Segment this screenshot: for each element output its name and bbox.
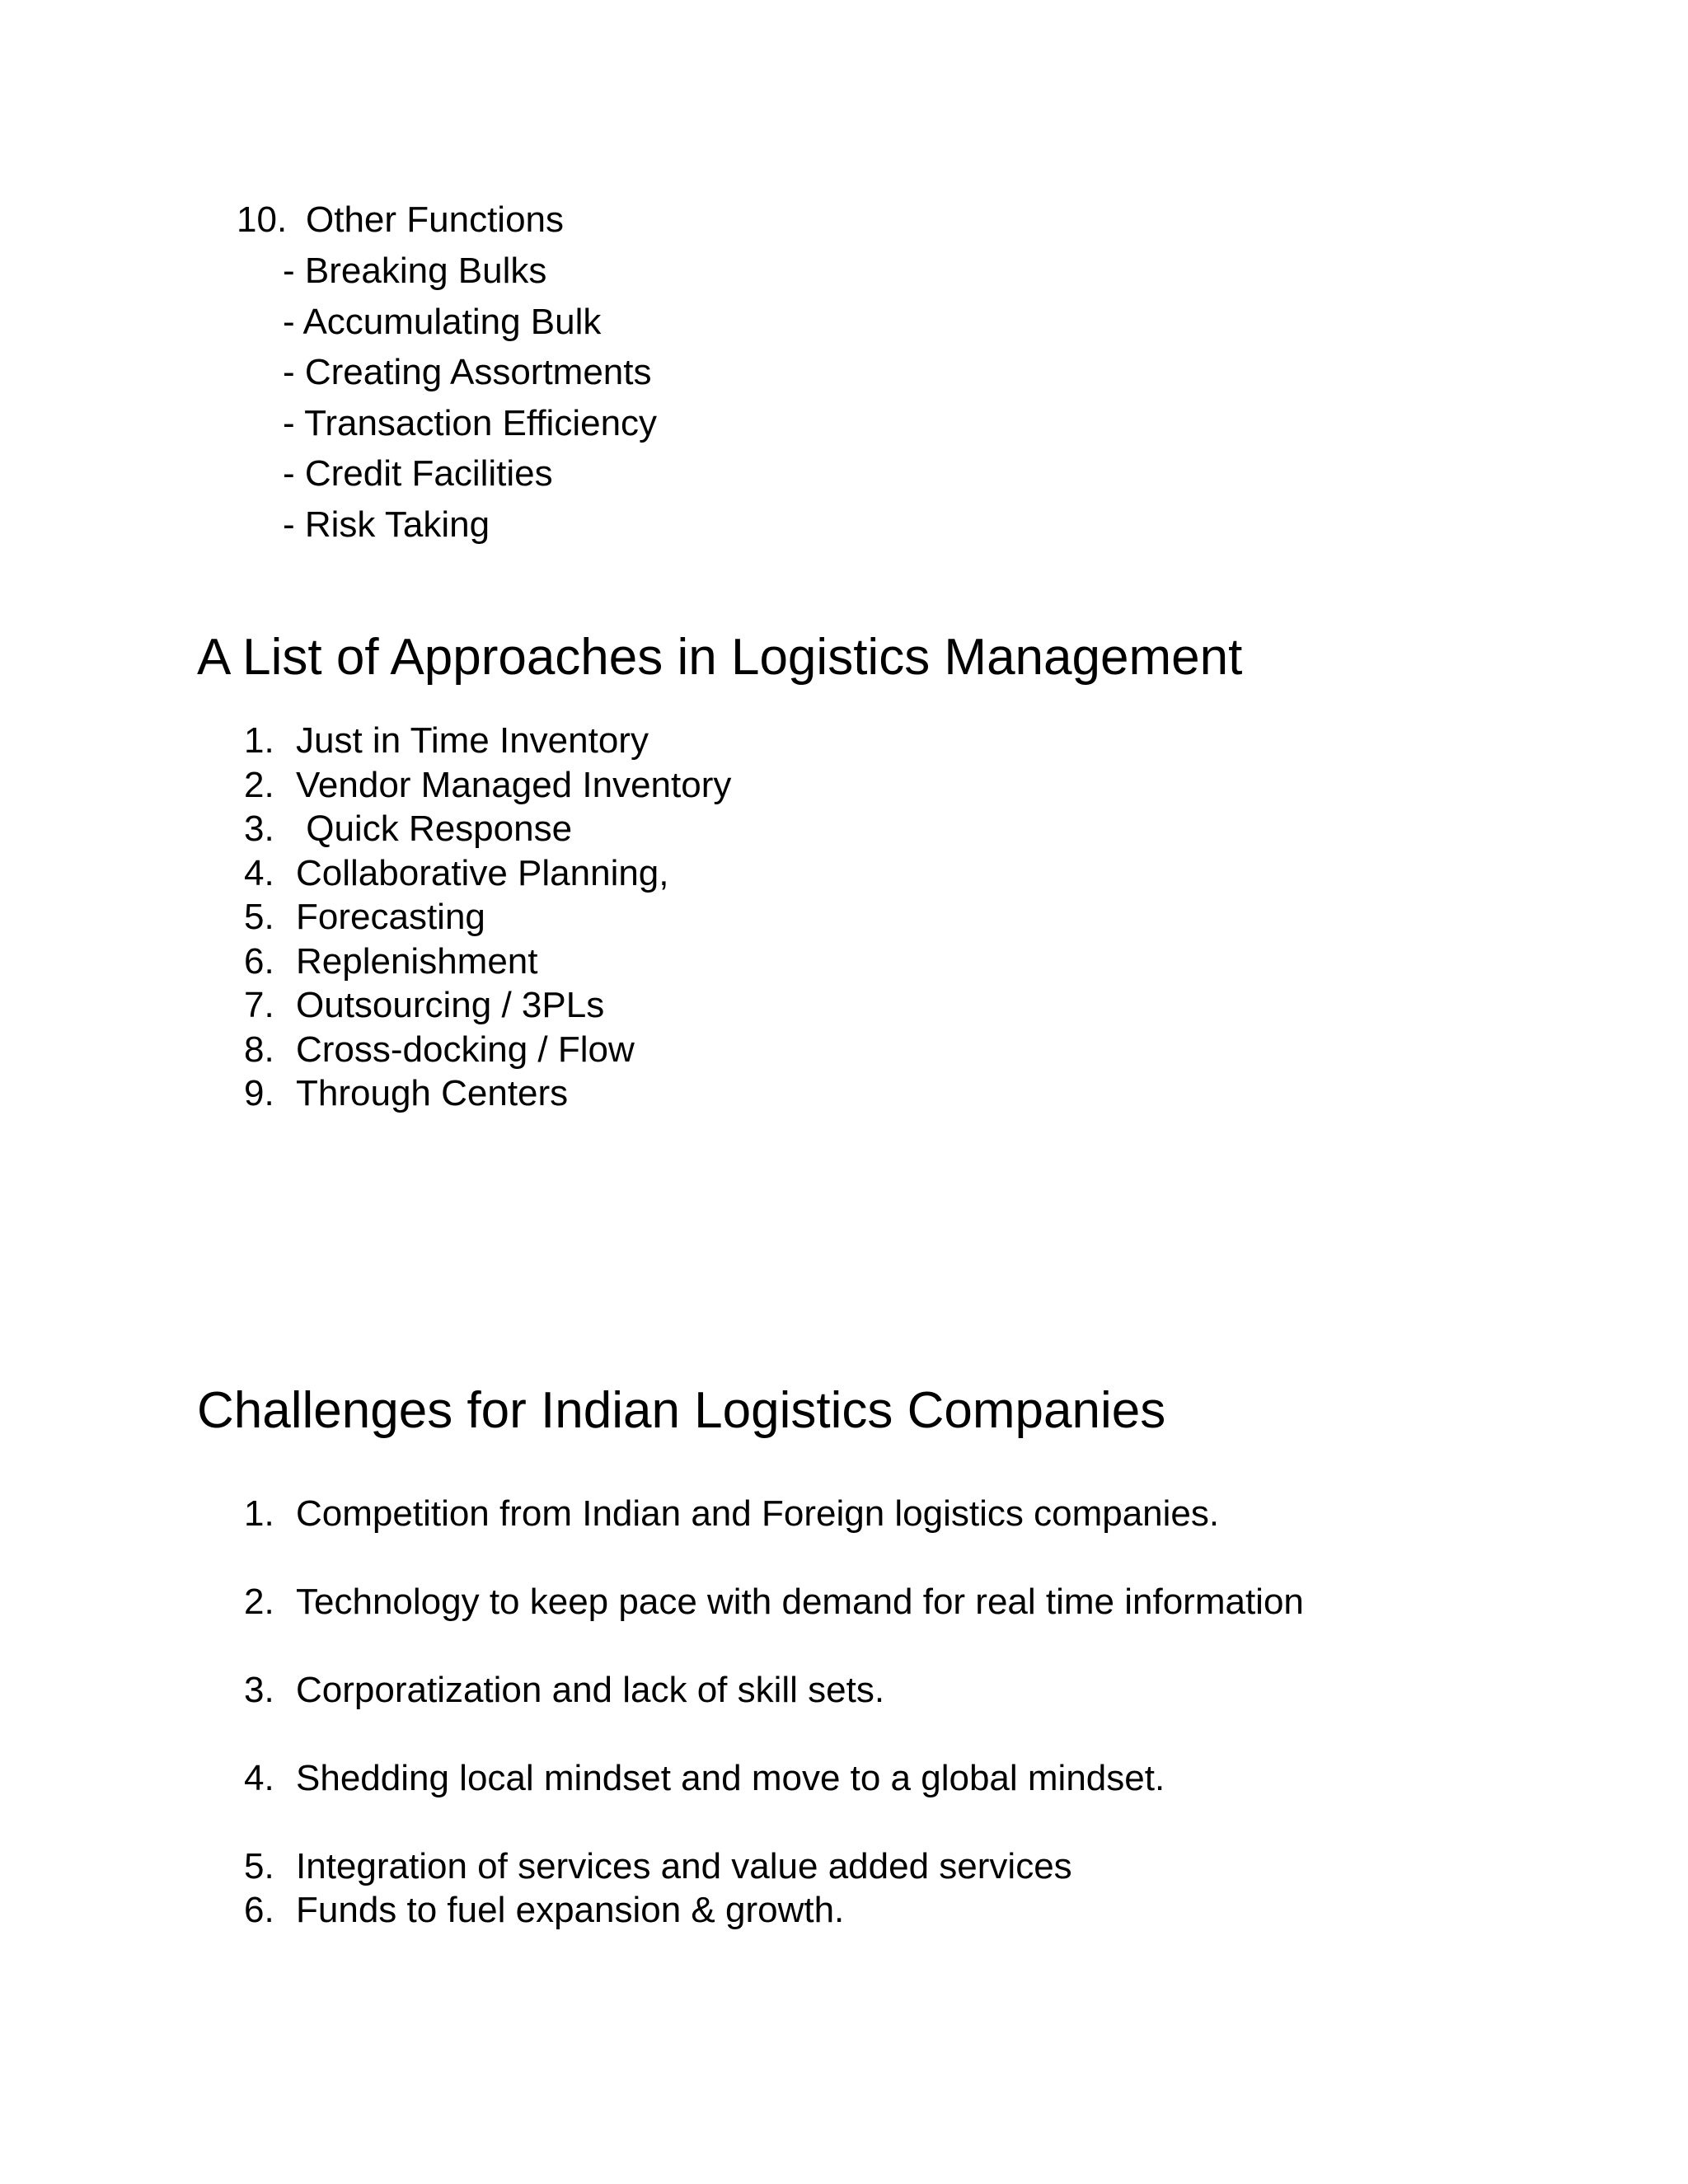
list-item	[244, 763, 731, 808]
list-item	[244, 1888, 1304, 1932]
list-number: 2.	[244, 764, 274, 805]
list-number: 4.	[244, 852, 274, 893]
list-number: 4.	[244, 1758, 274, 1798]
list-item	[244, 940, 731, 984]
list-item-text: Replenishment	[296, 940, 538, 982]
list-item: - Risk Taking	[283, 504, 490, 545]
list-number: 10.	[237, 199, 288, 240]
list-item-text: Forecasting	[296, 897, 485, 937]
list-number: 2.	[244, 1582, 274, 1622]
list-number: 9.	[244, 1073, 274, 1113]
list-number: 5.	[244, 1846, 274, 1886]
list-item	[244, 1071, 731, 1116]
list-item-text: Shedding local mindset and move to a global mindset.	[296, 1758, 1165, 1798]
list-item-text: Collaborative Planning,	[296, 852, 669, 893]
list-item: - Accumulating Bulk	[283, 301, 602, 342]
list-item-text: Other Functions	[306, 199, 565, 240]
approaches-list	[244, 719, 731, 1116]
list-number: 3.	[244, 1670, 274, 1710]
list-item-text: Just in Time Inventory	[296, 720, 649, 761]
list-number: 7.	[244, 985, 274, 1025]
list-item	[244, 1580, 1304, 1624]
list-item-text: Quick Response	[296, 808, 573, 849]
list-item-text: Integration of services and value added services	[296, 1846, 1072, 1886]
list-item-text: Technology to keep pace with demand for real time information	[296, 1582, 1304, 1622]
list-item	[244, 851, 731, 896]
list-item	[244, 1756, 1304, 1800]
other-functions-list	[237, 246, 657, 550]
list-number: 1.	[244, 1493, 274, 1534]
list-item-text: Outsourcing / 3PLs	[296, 985, 605, 1025]
list-item-text: Competition from Indian and Foreign logistics companies.	[296, 1493, 1220, 1534]
list-item-text: Vendor Managed Inventory	[296, 764, 732, 805]
list-item	[244, 895, 731, 940]
other-functions-title	[237, 194, 657, 246]
list-number: 6.	[244, 940, 274, 982]
list-item: - Creating Assortments	[283, 352, 652, 392]
list-number: 3.	[244, 808, 274, 849]
challenges-heading: Challenges for Indian Logistics Companies	[197, 1382, 1166, 1439]
list-item: - Breaking Bulks	[283, 251, 547, 291]
list-item	[244, 983, 731, 1028]
list-number: 1.	[244, 720, 274, 761]
list-item	[244, 1844, 1304, 1888]
list-item: - Transaction Efficiency	[283, 402, 658, 443]
list-item-text: Funds to fuel expansion & growth.	[296, 1890, 845, 1930]
list-item: - Credit Facilities	[283, 453, 553, 494]
list-item	[244, 719, 731, 763]
list-number: 5.	[244, 897, 274, 937]
list-number: 8.	[244, 1029, 274, 1070]
list-item	[244, 1492, 1304, 1535]
approaches-heading: A List of Approaches in Logistics Management	[197, 629, 1243, 686]
list-item	[244, 1668, 1304, 1712]
other-functions-section	[237, 194, 657, 550]
list-number: 6.	[244, 1890, 274, 1930]
list-item-text: Corporatization and lack of skill sets.	[296, 1670, 885, 1710]
list-item	[244, 807, 731, 851]
list-item	[244, 1028, 731, 1072]
list-item-text: Through Centers	[296, 1073, 569, 1113]
challenges-list	[244, 1492, 1304, 1932]
list-item-text: Cross-docking / Flow	[296, 1029, 635, 1070]
